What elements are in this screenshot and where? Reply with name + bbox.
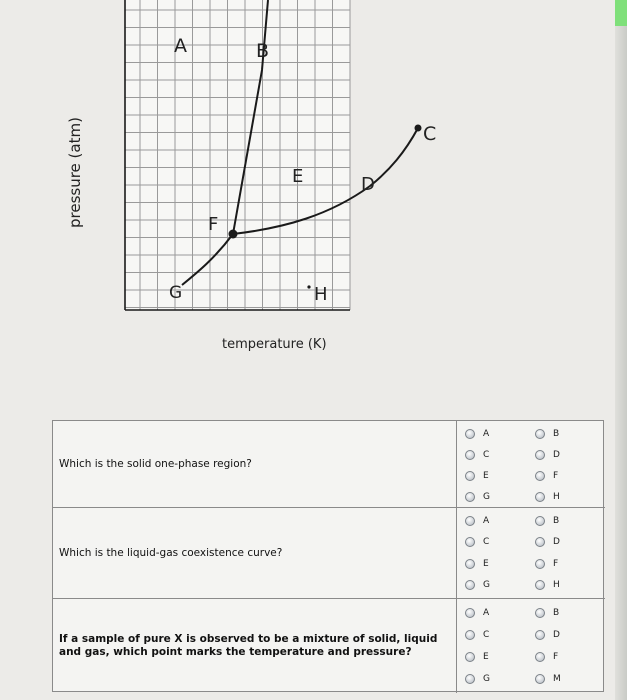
option-label: D: [553, 537, 560, 548]
label-c: C: [423, 123, 437, 145]
option-label: A: [483, 428, 490, 439]
option-h[interactable]: [535, 486, 605, 507]
option-label: G: [483, 674, 490, 685]
option-a[interactable]: [465, 423, 535, 444]
label-g: G: [169, 283, 183, 303]
option-c[interactable]: [465, 444, 535, 465]
option-label: M: [553, 674, 561, 685]
option-g[interactable]: [465, 669, 535, 690]
triple-point-dot: [229, 230, 238, 239]
radio-button[interactable]: [465, 580, 475, 590]
radio-button[interactable]: [535, 674, 545, 684]
option-h[interactable]: [535, 575, 605, 596]
photo-edge: [615, 0, 627, 700]
radio-button[interactable]: [465, 630, 475, 640]
label-f: F: [208, 214, 219, 235]
radio-button[interactable]: [535, 652, 545, 662]
option-label: C: [483, 449, 490, 460]
radio-button[interactable]: [465, 652, 475, 662]
option-m[interactable]: [535, 669, 605, 690]
x-axis-label: temperature (K): [222, 337, 327, 352]
label-b: B: [256, 40, 270, 62]
option-f[interactable]: [535, 465, 605, 486]
option-e[interactable]: [465, 647, 535, 668]
radio-button[interactable]: [465, 492, 475, 502]
option-label: H: [553, 580, 560, 591]
radio-button[interactable]: [535, 450, 545, 460]
radio-button[interactable]: [535, 559, 545, 569]
option-label: F: [553, 652, 559, 663]
option-label: G: [483, 580, 490, 591]
option-label: G: [483, 491, 490, 502]
radio-button[interactable]: [535, 471, 545, 481]
radio-button[interactable]: [535, 429, 545, 439]
option-a[interactable]: [465, 510, 535, 531]
question-text: Which is the liquid-gas coexistence curve?: [59, 546, 283, 559]
option-e[interactable]: [465, 465, 535, 486]
option-label: B: [553, 428, 560, 439]
question-text: If a sample of pure X is observed to be a mixture of solid, liquid and gas, which point marks the temperature and pressure?: [59, 633, 438, 658]
option-label: H: [553, 491, 560, 502]
radio-button[interactable]: [535, 580, 545, 590]
answer-options-1: [457, 421, 605, 508]
option-g[interactable]: [465, 486, 535, 507]
option-label: C: [483, 537, 490, 548]
option-b[interactable]: [535, 602, 605, 623]
radio-button[interactable]: [465, 516, 475, 526]
option-d[interactable]: [535, 444, 605, 465]
radio-button[interactable]: [535, 608, 545, 618]
question-2: [53, 508, 457, 599]
option-b[interactable]: [535, 423, 605, 444]
option-label: D: [553, 629, 560, 640]
option-label: A: [483, 607, 490, 618]
option-f[interactable]: [535, 647, 605, 668]
option-label: B: [553, 607, 560, 618]
option-b[interactable]: [535, 510, 605, 531]
option-label: E: [483, 558, 489, 569]
option-label: C: [483, 629, 490, 640]
option-a[interactable]: [465, 602, 535, 623]
critical-point-dot: [415, 125, 422, 132]
y-axis-label: pressure (atm): [66, 117, 84, 228]
option-d[interactable]: [535, 624, 605, 645]
point-h-dot: [307, 285, 310, 288]
question-1: [53, 421, 457, 508]
answer-options-3: [457, 599, 605, 693]
option-c[interactable]: [465, 532, 535, 553]
question-text: Which is the solid one-phase region?: [59, 457, 252, 470]
option-d[interactable]: [535, 532, 605, 553]
option-e[interactable]: [465, 553, 535, 574]
radio-button[interactable]: [535, 630, 545, 640]
radio-button[interactable]: [535, 492, 545, 502]
radio-button[interactable]: [465, 537, 475, 547]
radio-button[interactable]: [465, 559, 475, 569]
green-corner: [615, 0, 627, 26]
option-label: B: [553, 515, 560, 526]
option-label: A: [483, 515, 490, 526]
radio-button[interactable]: [465, 471, 475, 481]
radio-button[interactable]: [465, 608, 475, 618]
label-e: E: [292, 166, 304, 187]
option-f[interactable]: [535, 553, 605, 574]
question-table: [52, 420, 604, 692]
label-h: H: [314, 284, 328, 305]
radio-button[interactable]: [465, 450, 475, 460]
label-d: D: [361, 174, 375, 195]
radio-button[interactable]: [535, 537, 545, 547]
option-label: E: [483, 470, 489, 481]
question-3: [53, 599, 457, 693]
option-g[interactable]: [465, 575, 535, 596]
label-a: A: [174, 35, 187, 57]
option-label: F: [553, 558, 559, 569]
option-label: D: [553, 449, 560, 460]
plot-area: [125, 0, 350, 310]
radio-button[interactable]: [465, 429, 475, 439]
option-label: E: [483, 652, 489, 663]
option-label: F: [553, 470, 559, 481]
option-c[interactable]: [465, 624, 535, 645]
radio-button[interactable]: [535, 516, 545, 526]
radio-button[interactable]: [465, 674, 475, 684]
answer-options-2: [457, 508, 605, 599]
